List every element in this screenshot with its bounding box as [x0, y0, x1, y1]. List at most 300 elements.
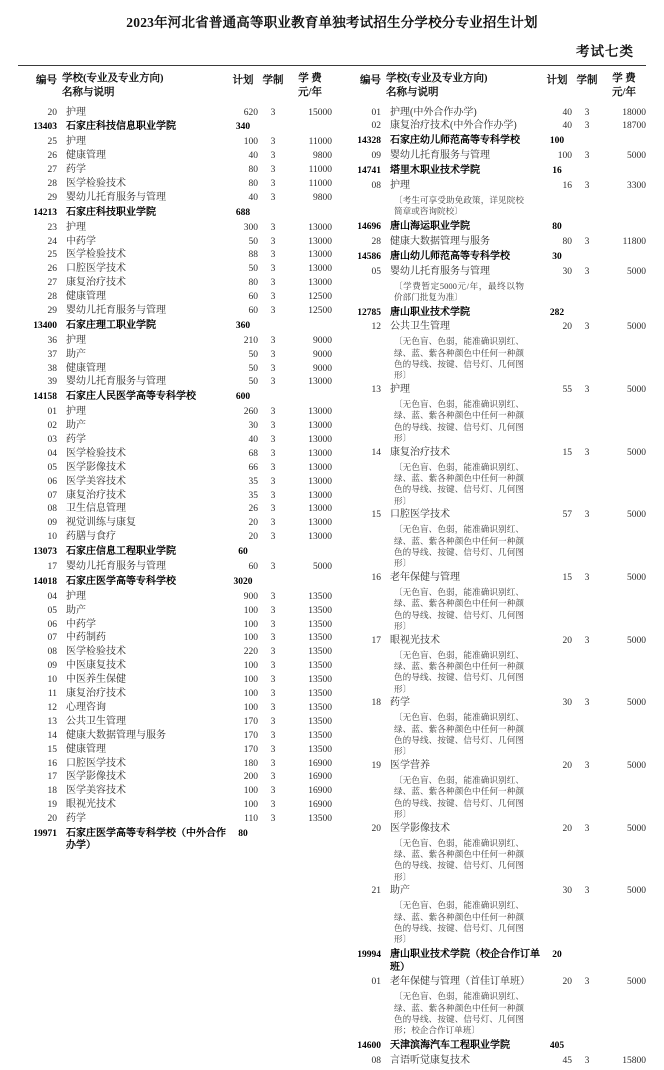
major-fee: 15000: [308, 107, 332, 118]
header-fee-left: [288, 72, 332, 100]
major-name: 药学: [66, 813, 86, 825]
major-years: 3: [584, 180, 590, 191]
school-row: [342, 949, 646, 974]
major-fee: 18000: [622, 107, 646, 118]
major-plan: 15: [562, 573, 572, 584]
major-row: [18, 633, 332, 644]
major-fee: 13000: [308, 407, 332, 418]
major-years: 3: [270, 647, 276, 658]
major-row: [342, 636, 646, 647]
major-fee: 13000: [308, 222, 332, 233]
major-row: [18, 306, 332, 317]
major-plan: 100: [243, 689, 258, 700]
major-name: 助产: [66, 420, 86, 432]
major-plan: 30: [248, 421, 258, 432]
school-row: [18, 207, 332, 220]
school-code: 14741: [357, 166, 381, 177]
major-name: 健康管理: [66, 743, 106, 755]
school-code: 14696: [357, 221, 381, 232]
major-code: 08: [47, 504, 57, 515]
major-row: [18, 350, 332, 361]
major-row: [18, 292, 332, 303]
major-plan: 100: [557, 151, 572, 162]
major-note: 〔无色盲、色弱，能准确识别红、绿、蓝、紫各种颜色中任何一种颜色的导线、按键、信号灯、几何图形〕: [394, 649, 524, 694]
school-name: 石家庄医学高等专科学校（中外合作办学）: [66, 827, 226, 852]
major-code: 13: [371, 385, 381, 396]
major-row: [342, 385, 646, 396]
major-name: 健康管理: [66, 150, 106, 162]
school-row: [18, 576, 332, 589]
school-plan-total: 20: [552, 950, 562, 961]
major-plan: 900: [243, 591, 258, 602]
major-name: 医学检验技术: [66, 646, 126, 658]
major-years: 3: [270, 278, 276, 289]
major-plan: 35: [248, 476, 258, 487]
major-code: 10: [47, 675, 57, 686]
major-row: [18, 731, 332, 742]
major-code: 15: [47, 744, 57, 755]
major-code: 05: [371, 266, 381, 277]
header-name-line1-left: 学校(专业及专业方向): [62, 73, 164, 85]
major-plan: 50: [248, 236, 258, 247]
major-name: 眼视光技术: [390, 634, 440, 646]
major-name: 康复治疗技术(中外合作办学): [390, 120, 517, 132]
major-plan: 40: [562, 107, 572, 118]
school-plan-total: 688: [235, 207, 251, 218]
major-years: 3: [270, 407, 276, 418]
major-fee: 5000: [627, 151, 646, 162]
major-fee: 13500: [308, 647, 332, 658]
major-plan: 620: [243, 107, 258, 118]
major-note: 〔无色盲、色弱，能准确识别红、绿、蓝、紫各种颜色中任何一种颜色的导线、按键、信号灯、几何图形〕: [394, 587, 524, 632]
major-code: 26: [47, 151, 57, 162]
major-code: 17: [47, 772, 57, 783]
major-plan: 45: [562, 1055, 572, 1066]
major-years: 3: [584, 266, 590, 277]
major-plan: 66: [248, 462, 258, 473]
major-fee: 13000: [308, 518, 332, 529]
major-code: 08: [47, 647, 57, 658]
major-plan: 170: [243, 716, 258, 727]
major-row: [18, 532, 332, 543]
major-fee: 13000: [308, 490, 332, 501]
major-fee: 13500: [308, 814, 332, 825]
major-code: 12: [371, 322, 381, 333]
major-plan: 80: [248, 178, 258, 189]
major-name: 护理(中外合作办学): [390, 106, 477, 118]
major-plan: 100: [243, 661, 258, 672]
school-plan-total: 80: [238, 828, 248, 839]
major-plan: 50: [248, 363, 258, 374]
major-code: 28: [371, 236, 381, 247]
major-code: 28: [47, 178, 57, 189]
header-plan-right: 计划: [546, 75, 568, 87]
major-note: 〔无色盲、色弱，能准确识别红、绿、蓝、紫各种颜色中任何一种颜色的导线、按键、信号灯、几何图形〕: [394, 524, 524, 569]
major-note: 〔无色盲、色弱，能准确识别红、绿、蓝、紫各种颜色中任何一种颜色的导线、按键、信号灯、几何图形〕: [394, 336, 524, 381]
major-name: 婴幼儿托育服务与管理: [390, 265, 490, 277]
major-years: 3: [270, 476, 276, 487]
major-plan: 20: [562, 977, 572, 988]
major-fee: 5000: [627, 447, 646, 458]
major-code: 08: [371, 1055, 381, 1066]
major-fee: 11000: [308, 178, 332, 189]
major-note: 〔考生可享受助免政策，详见院校简章或咨询院校〕: [394, 194, 524, 217]
major-row: [342, 510, 646, 521]
school-code: 19971: [33, 828, 57, 839]
major-row: [342, 237, 646, 248]
major-name: 公共卫生管理: [66, 715, 126, 727]
major-code: 15: [371, 510, 381, 521]
major-fee: 16900: [308, 758, 332, 769]
school-plan-total: 60: [238, 547, 248, 558]
major-plan: 40: [248, 435, 258, 446]
major-code: 19: [371, 761, 381, 772]
major-fee: 9000: [313, 335, 332, 346]
major-years: 3: [270, 633, 276, 644]
major-code: 04: [47, 448, 57, 459]
major-years: 3: [270, 107, 276, 118]
major-note: 〔无色盲、色弱，能准确识别红、绿、蓝、紫各种颜色中任何一种颜色的导线、按键、信号灯、几何图形〕: [394, 837, 524, 882]
major-row: [18, 463, 332, 474]
major-name: 护理: [66, 106, 86, 118]
major-row: [18, 421, 332, 432]
table-column-left: [18, 108, 332, 1070]
major-row: [342, 267, 646, 278]
major-name: 心理咨询: [66, 701, 106, 713]
major-fee: 13500: [308, 730, 332, 741]
header-name-line2-left: 名称与说明: [62, 87, 115, 99]
school-plan-total: 80: [552, 221, 562, 232]
major-plan: 55: [562, 385, 572, 396]
major-years: 3: [270, 744, 276, 755]
major-years: 3: [270, 250, 276, 261]
major-years: 3: [270, 335, 276, 346]
school-code: 13400: [33, 320, 57, 331]
major-row: [18, 689, 332, 700]
major-fee: 5000: [627, 266, 646, 277]
major-row: [18, 703, 332, 714]
major-code: 25: [47, 137, 57, 148]
major-name: 药学: [66, 164, 86, 176]
major-years: 3: [270, 137, 276, 148]
major-note: 〔无色盲、色弱，能准确识别红、绿、蓝、紫各种颜色中任何一种颜色的导线、按键、信号灯、几何图形〕: [394, 399, 524, 444]
major-code: 07: [47, 633, 57, 644]
major-years: 3: [584, 121, 590, 132]
major-code: 36: [47, 335, 57, 346]
major-row: [18, 336, 332, 347]
table-column-right: [332, 108, 646, 1070]
major-plan: 260: [243, 407, 258, 418]
major-fee: 9000: [313, 349, 332, 360]
school-code: 14586: [357, 251, 381, 262]
major-code: 14: [47, 730, 57, 741]
major-name: 医学检验技术: [66, 447, 126, 459]
major-years: 3: [270, 349, 276, 360]
major-name: 口腔医学技术: [66, 263, 126, 275]
major-fee: 13000: [308, 250, 332, 261]
school-row: [342, 165, 646, 178]
major-plan: 40: [562, 121, 572, 132]
major-code: 08: [371, 180, 381, 191]
major-row: [18, 800, 332, 811]
major-fee: 18700: [622, 121, 646, 132]
major-name: 康复治疗技术: [66, 489, 126, 501]
major-years: 3: [270, 165, 276, 176]
major-plan: 220: [243, 647, 258, 658]
header-name-right: [386, 72, 542, 100]
major-plan: 100: [243, 800, 258, 811]
major-years: 3: [584, 635, 590, 646]
major-code: 20: [47, 814, 57, 825]
school-plan-total: 600: [235, 392, 251, 403]
major-row: [18, 562, 332, 573]
major-name: 护理: [66, 334, 86, 346]
major-plan: 210: [243, 335, 258, 346]
major-row: [18, 193, 332, 204]
major-plan: 170: [243, 744, 258, 755]
major-row: [18, 759, 332, 770]
major-fee: 13500: [308, 633, 332, 644]
school-row: [342, 221, 646, 234]
major-row: [18, 250, 332, 261]
school-row: [18, 546, 332, 559]
major-code: 39: [47, 377, 57, 388]
school-plan-total: 16: [552, 166, 562, 177]
major-years: 3: [584, 823, 590, 834]
major-years: 3: [270, 772, 276, 783]
major-plan: 30: [562, 886, 572, 897]
major-code: 06: [47, 619, 57, 630]
major-plan: 16: [562, 180, 572, 191]
major-years: 3: [270, 716, 276, 727]
major-row: [18, 137, 332, 148]
major-row: [18, 435, 332, 446]
school-code: 14158: [33, 392, 57, 403]
major-years: 3: [584, 447, 590, 458]
major-plan: 50: [248, 349, 258, 360]
school-code: 13403: [33, 122, 57, 133]
header-fee-right: [602, 72, 646, 100]
school-plan-total: 30: [552, 251, 562, 262]
major-plan: 100: [243, 619, 258, 630]
major-row: [18, 745, 332, 756]
school-name: 石家庄人民医学高等专科学校: [66, 391, 196, 403]
school-row: [342, 307, 646, 320]
major-fee: 13500: [308, 661, 332, 672]
major-years: 3: [584, 236, 590, 247]
major-row: [18, 364, 332, 375]
major-name: 言语听觉康复技术: [390, 1054, 470, 1066]
major-plan: 40: [248, 192, 258, 203]
major-fee: 5000: [313, 562, 332, 573]
major-fee: 12500: [308, 306, 332, 316]
major-code: 38: [47, 363, 57, 374]
major-name: 中药学: [66, 618, 96, 630]
major-fee: 13500: [308, 591, 332, 602]
major-fee: 16900: [308, 800, 332, 811]
major-code: 09: [371, 151, 381, 162]
major-years: 3: [270, 462, 276, 473]
major-row: [18, 661, 332, 672]
major-name: 医学检验技术: [66, 177, 126, 189]
major-plan: 100: [243, 633, 258, 644]
major-name: 眼视光技术: [66, 799, 116, 811]
major-plan: 20: [562, 635, 572, 646]
major-code: 13: [47, 716, 57, 727]
major-code: 28: [47, 292, 57, 303]
major-name: 助产: [66, 348, 86, 360]
major-row: [18, 491, 332, 502]
column-headers-left: [18, 72, 332, 100]
major-row: [18, 786, 332, 797]
major-name: 医学美容技术: [66, 475, 126, 487]
major-fee: 13500: [308, 605, 332, 616]
major-fee: 3300: [627, 180, 646, 191]
school-plan-total: 282: [549, 307, 565, 318]
major-code: 18: [47, 786, 57, 797]
major-code: 18: [371, 698, 381, 709]
school-row: [18, 121, 332, 134]
major-name: 中医康复技术: [66, 660, 126, 672]
major-name: 护理: [66, 136, 86, 148]
school-code: 19994: [357, 950, 381, 961]
major-years: 3: [270, 814, 276, 825]
header-fee-line2-right: 元/年: [612, 87, 636, 99]
major-code: 06: [47, 476, 57, 487]
major-fee: 13000: [308, 476, 332, 487]
major-plan: 26: [248, 504, 258, 515]
header-divider: [18, 65, 646, 66]
major-row: [342, 322, 646, 333]
major-row: [342, 121, 646, 132]
major-years: 3: [584, 977, 590, 988]
school-name: 石家庄信息工程职业学院: [66, 546, 176, 558]
major-years: 3: [584, 385, 590, 396]
header-name-line2-right: 名称与说明: [386, 87, 439, 99]
major-code: 10: [47, 532, 57, 543]
major-years: 3: [270, 178, 276, 189]
school-code: 14213: [33, 207, 57, 218]
major-code: 16: [47, 758, 57, 769]
major-code: 24: [47, 236, 57, 247]
major-fee: 5000: [627, 322, 646, 333]
major-name: 公共卫生管理: [390, 321, 450, 333]
major-plan: 50: [248, 377, 258, 388]
school-row: [342, 135, 646, 148]
major-fee: 5000: [627, 698, 646, 709]
major-fee: 13000: [308, 462, 332, 473]
major-row: [18, 108, 332, 119]
major-row: [18, 165, 332, 176]
major-plan: 30: [562, 698, 572, 709]
header-fee-line2-left: 元/年: [298, 87, 322, 99]
major-row: [18, 477, 332, 488]
school-row: [342, 251, 646, 264]
major-note: 〔学费暂定5000元/年，最终以物价部门批复为准〕: [394, 280, 524, 302]
major-fee: 13000: [308, 264, 332, 275]
major-fee: 13500: [308, 702, 332, 713]
header-years-left: 学制: [262, 75, 284, 87]
header-fee-line1-left: 学 费: [298, 73, 322, 85]
column-headers-right: [332, 72, 646, 100]
major-fee: 5000: [627, 385, 646, 396]
major-name: 健康大数据管理与服务: [66, 729, 166, 741]
school-name: 塔里木职业技术学院: [390, 165, 480, 177]
major-years: 3: [270, 518, 276, 529]
major-row: [18, 772, 332, 783]
major-years: 3: [270, 702, 276, 713]
major-row: [18, 606, 332, 617]
major-row: [342, 1056, 646, 1067]
major-name: 口腔医学技术: [66, 757, 126, 769]
major-plan: 15: [562, 447, 572, 458]
major-code: 05: [47, 605, 57, 616]
header-fee-line1-right: 学 费: [612, 73, 636, 85]
major-code: 21: [371, 886, 381, 897]
major-name: 健康管理: [66, 362, 106, 374]
major-years: 3: [270, 222, 276, 233]
major-name: 助产: [390, 885, 410, 897]
major-row: [342, 977, 646, 988]
major-years: 3: [270, 661, 276, 672]
major-years: 3: [584, 107, 590, 118]
major-plan: 300: [243, 222, 258, 233]
major-code: 02: [371, 121, 381, 132]
major-plan: 20: [562, 322, 572, 333]
major-code: 04: [47, 591, 57, 602]
major-code: 17: [47, 562, 57, 573]
major-row: [342, 698, 646, 709]
major-name: 口腔医学技术: [390, 509, 450, 521]
major-name: 中药学: [66, 235, 96, 247]
major-code: 26: [47, 264, 57, 275]
major-fee: 13500: [308, 675, 332, 686]
school-code: 14328: [357, 136, 381, 147]
major-fee: 11000: [308, 137, 332, 148]
major-note: 〔无色盲、色弱，能准确识别红、绿、蓝、紫各种颜色中任何一种颜色的导线、按键、信号灯、几何图形〕: [394, 461, 524, 506]
major-years: 3: [270, 758, 276, 769]
major-code: 27: [47, 278, 57, 289]
table-column-headers: [18, 72, 646, 100]
major-name: 健康管理: [66, 291, 106, 303]
major-name: 助产: [66, 604, 86, 616]
header-years-right: 学制: [576, 75, 598, 87]
exam-category-label: 考试七类: [576, 44, 634, 60]
major-code: 17: [371, 635, 381, 646]
major-name: 药学: [66, 434, 86, 446]
major-name: 医学检验技术: [66, 249, 126, 261]
major-code: 19: [47, 800, 57, 811]
major-years: 3: [270, 730, 276, 741]
major-years: 3: [270, 786, 276, 797]
major-fee: 13000: [308, 504, 332, 515]
major-code: 29: [47, 192, 57, 203]
major-row: [18, 377, 332, 388]
major-years: 3: [584, 510, 590, 521]
major-row: [18, 647, 332, 658]
major-row: [18, 237, 332, 248]
major-name: 医学影像技术: [390, 822, 450, 834]
major-code: 29: [47, 306, 57, 316]
major-note: 〔无色盲、色弱，能准确识别红、绿、蓝、紫各种颜色中任何一种颜色的导线、按键、信号灯、几何图形；校企合作订单班〕: [394, 991, 524, 1036]
major-code: 20: [47, 107, 57, 118]
major-name: 婴幼儿托育服务与管理: [66, 191, 166, 203]
major-plan: 100: [243, 702, 258, 713]
major-row: [18, 223, 332, 234]
major-code: 09: [47, 518, 57, 529]
major-years: 3: [270, 800, 276, 811]
major-plan: 30: [562, 266, 572, 277]
